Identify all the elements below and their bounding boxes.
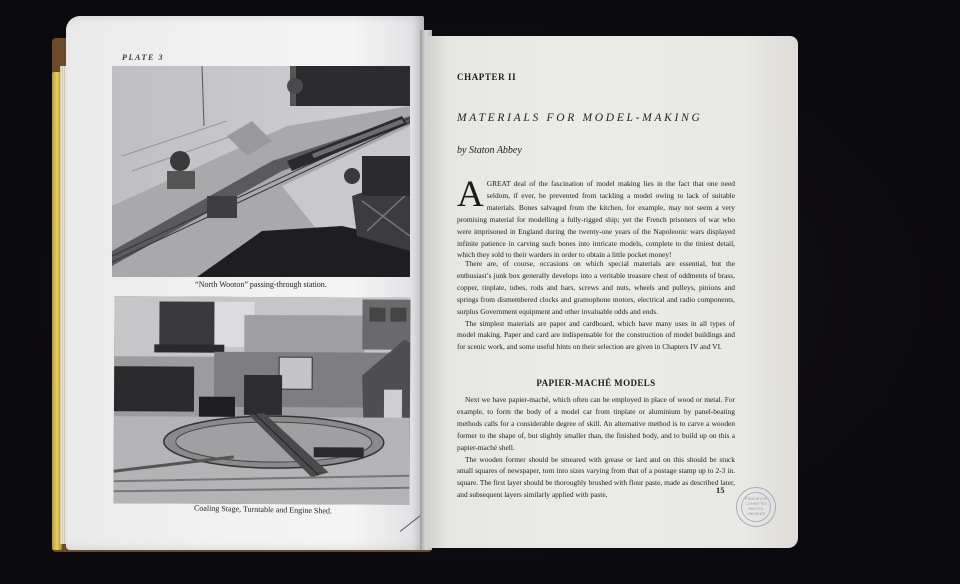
photo-caption-bottom: Coaling Stage, Turntable and Engine Shed. xyxy=(193,503,333,516)
section-paragraphs xyxy=(457,394,735,501)
stamp-inner-ring xyxy=(741,492,771,522)
stamp-outer-text: EDUCATION COMMITTEE xyxy=(745,497,767,506)
chapter-label: CHAPTER II xyxy=(457,72,517,82)
page-number: 15 xyxy=(716,485,725,495)
paragraph: The simplest materials are paper and cardboard, which have many uses in all types of model making. Paper and card are indispensable for the construction of model buildings and for scenic work, and some useful hints on their selection are given in Chapters IV and VI. xyxy=(457,318,735,352)
paragraph: The wooden former should be smeared with grease or lard and on this should be stuck small squares of newspaper, torn into sizes varying from that of a postage stamp up to 2-3 in. square. The first layer should be thoroughly brushed with flour paste, made as described later, and subsequent layers similarly applied with paste, xyxy=(457,454,735,500)
plate-label: PLATE 3 xyxy=(122,53,165,62)
drop-cap: A xyxy=(457,174,484,215)
photo-caption-top: “North Wooton” passing-through station. xyxy=(195,280,327,289)
body-paragraphs xyxy=(457,258,735,353)
engine-shed-turntable-photo xyxy=(113,296,410,505)
chapter-byline: by Staton Abbey xyxy=(457,145,522,156)
section-heading: PAPIER-MACHÉ MODELS xyxy=(536,378,656,388)
photo-north-wooton-station xyxy=(112,66,410,277)
paragraph: Next we have papier-maché, which often can be employed in place of wood or metal. For example, to form the body of a model car from tinplate or aluminium by panel-beating methods calls for a considerable degree of skill. An alternative method is to carve a wooden former to the shape of, but slightly smaller than, the finished body, and to build up on this a papier-maché shell. xyxy=(457,395,735,452)
photo-engine-shed-turntable xyxy=(113,296,410,505)
chapter-title: MATERIALS FOR MODEL-MAKING xyxy=(457,112,703,124)
stamp-line: LIBRARIES xyxy=(746,512,766,516)
paragraph: GREAT deal of the fascination of model making lies in the fact that one need seldom, if ever, be prevented from tackling a model owing to lack of suitable materials. Bones salvaged from the kitchen, for example, may not seem a very promising material for modelling a fully-rigged ship; yet the French prisoners of war who were imprisoned in England during the twenty-one years of the Napoleonic wars displayed infinite patience in carving such bones into intricate models, complete to the tiniest detail, which they sold to their warders in order to obtain a little pocket money! xyxy=(457,179,735,260)
model-railway-station-photo xyxy=(112,66,410,277)
intro-paragraph-block xyxy=(457,174,735,261)
paragraph: There are, of course, occasions on which special materials are essential, but the enthusiast’s junk box generally develops into a veritable treasure chest of oddments of brass, copper, tinplate, tubes, rods and bars, screws and nuts, wheels and pulleys, pinions and springs from dismembered clocks and gramophone motors, electrical and radio components, surplus Government equipment and other invaluable odds and ends. xyxy=(457,259,735,316)
library-stamp xyxy=(736,487,776,527)
stamp-line: BRISTOL xyxy=(748,507,764,511)
